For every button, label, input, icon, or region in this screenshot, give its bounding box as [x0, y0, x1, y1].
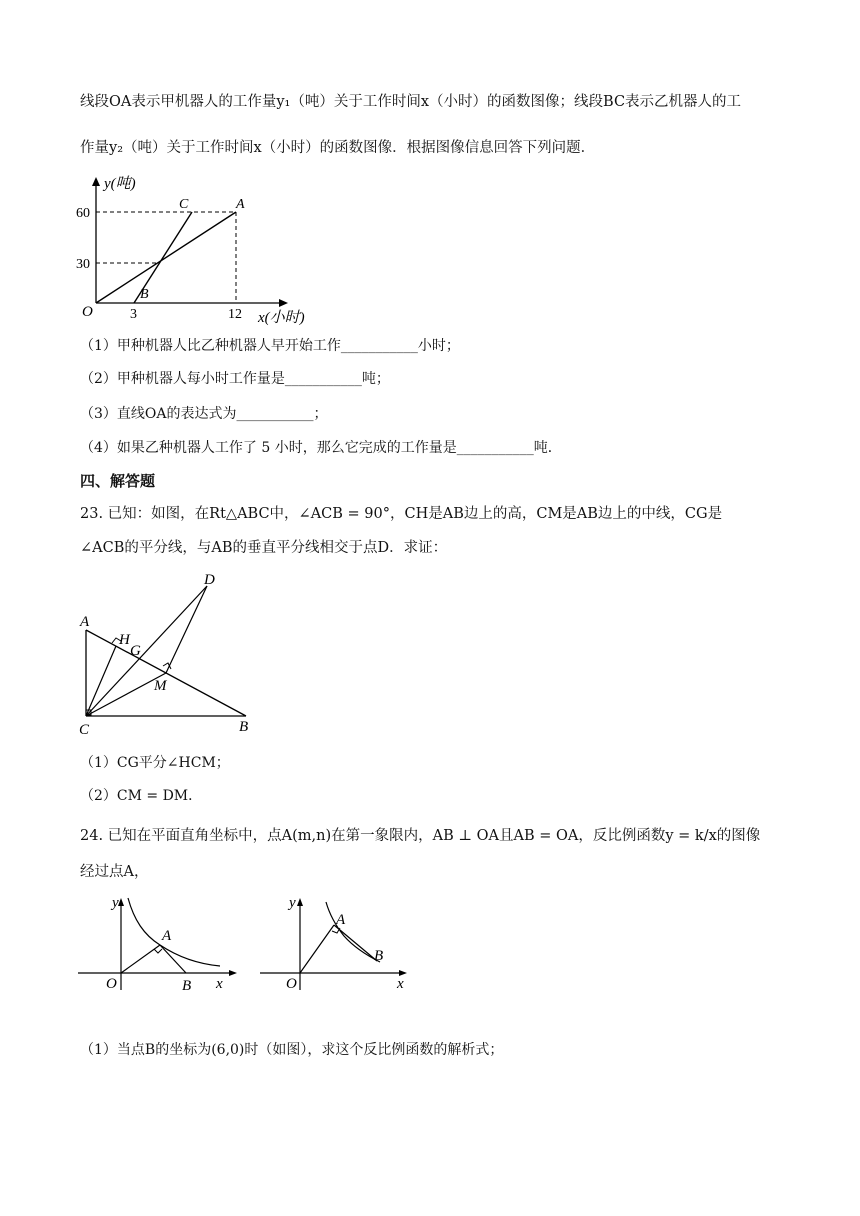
segment-OA	[96, 212, 236, 303]
point-B-label: B	[374, 948, 384, 964]
q22-part-4: （4）如果乙种机器人工作了 5 小时，那么它完成的工作量是___________吨．	[80, 440, 562, 456]
y-axis-label: y	[289, 895, 296, 911]
point-A-label: A	[236, 197, 245, 212]
point-O-label: O	[82, 304, 93, 320]
y-tick-30: 30	[76, 257, 90, 272]
q23-part-2: （2）CM = DM．	[80, 788, 203, 804]
point-C-label: C	[79, 722, 90, 738]
x-tick-3: 3	[130, 307, 137, 322]
point-H-label: H	[119, 632, 130, 648]
section-heading: 四、解答题	[80, 472, 156, 490]
q24-part-1: （1）当点B的坐标为(6,0)时（如图），求这个反比例函数的解析式；	[80, 1042, 504, 1058]
hyperbola-figure-left	[74, 890, 244, 994]
segment-OA	[300, 925, 334, 973]
q23-line-1: 23. 已知：如图，在Rt△ABC中，∠ACB = 90°，CH是AB边上的高，CM是AB边上的中线，CG是	[80, 506, 723, 522]
x-axis-label: x	[216, 976, 223, 992]
point-B-label: B	[140, 287, 149, 302]
point-G-label: G	[130, 643, 141, 659]
q22-part-2: （2）甲种机器人每小时工作量是___________吨；	[80, 371, 390, 387]
q24-line-1: 24. 已知在平面直角坐标中，点A(m,n)在第一象限内，AB ⊥ OA且AB = OA，反比例函数y = k/x的图像	[80, 828, 761, 844]
point-M-label: M	[154, 678, 167, 694]
segment-AB	[160, 945, 186, 973]
point-A-label: A	[80, 614, 90, 630]
y-axis-arrow-icon	[118, 898, 124, 906]
x-axis-arrow-icon	[279, 299, 288, 307]
intro-line-1: 线段OA表示甲机器人的工作量y₁（吨）关于工作时间x（小时）的函数图像；线段BC表示乙机器人的工	[80, 94, 742, 110]
segment-DM	[166, 586, 207, 673]
origin-label: O	[286, 976, 297, 992]
x-axis-arrow-icon	[229, 970, 237, 976]
right-angle-A-icon	[154, 949, 162, 953]
hyperbola-figure-right	[256, 890, 416, 994]
q22-part-3: （3）直线OA的表达式为___________；	[80, 406, 328, 422]
x-axis-label: x(小时)	[258, 310, 305, 326]
segment-CD	[86, 586, 207, 716]
segment-CH	[86, 646, 116, 716]
point-B-label: B	[239, 719, 249, 735]
q22-part-1: （1）甲种机器人比乙种机器人早开始工作___________小时；	[80, 338, 460, 354]
point-B-label: B	[182, 978, 192, 994]
y-axis-label: y	[112, 895, 119, 911]
q23-line-2: ∠ACB的平分线，与AB的垂直平分线相交于点D．求证：	[80, 540, 448, 556]
q24-line-2: 经过点A，	[80, 864, 149, 880]
y-axis-label: y(吨)	[104, 176, 136, 192]
segment-AB	[334, 925, 377, 961]
triangle-figure	[74, 568, 274, 740]
intro-line-2: 作量y₂（吨）关于工作时间x（小时）的函数图像．根据图像信息回答下列问题．	[80, 140, 596, 156]
point-A-label: A	[162, 928, 172, 944]
point-A-label: A	[336, 912, 346, 928]
y-axis-arrow-icon	[92, 177, 100, 186]
hyperbola-curve	[128, 898, 220, 966]
x-tick-12: 12	[228, 307, 242, 322]
work-graph-figure	[74, 168, 324, 326]
point-C-label: C	[179, 197, 189, 212]
point-D-label: D	[204, 572, 215, 588]
y-tick-60: 60	[76, 206, 90, 221]
y-axis-arrow-icon	[297, 898, 303, 906]
origin-label: O	[106, 976, 117, 992]
x-axis-label: x	[397, 976, 404, 992]
q23-part-1: （1）CG平分∠HCM；	[80, 755, 230, 771]
